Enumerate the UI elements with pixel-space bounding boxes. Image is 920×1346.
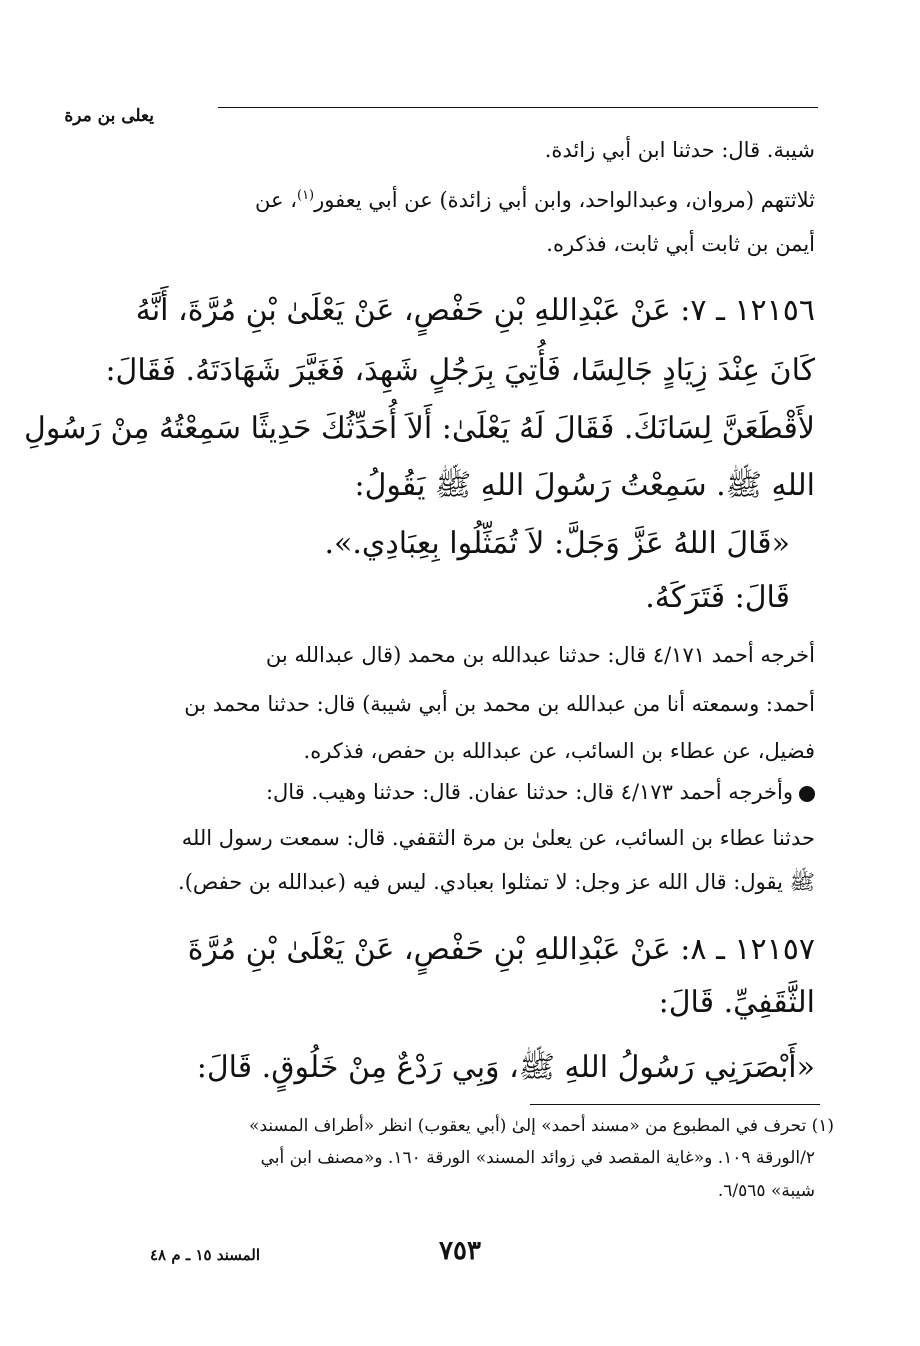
intro-line-2 <box>255 188 815 213</box>
takhrij-line-4 <box>266 780 815 805</box>
footnote-line-3: شيبة» ٦/٥٦٥. <box>717 1181 815 1201</box>
hadith-12156-line-5: «قَالَ اللهُ عَزَّ وَجَلَّ: لاَ تُمَثِّلُوا بِعِبَادِي.». <box>324 526 790 561</box>
intro-line-3: أيمن بن ثابت أبي ثابت، فذكره. <box>546 232 815 256</box>
hadith-12156-line-2: كَانَ عِنْدَ زِيَادٍ جَالِسًا، فَأُتِيَ بِرَجُلٍ شَهِدَ، فَغَيَّرَ شَهَادَتَهُ. فَقَالَ: <box>105 353 815 388</box>
hadith-12157-line-3: «أَبْصَرَنِي رَسُولُ اللهِ ﷺ، وَبِي رَدْعٌ مِنْ خَلُوقٍ. قَالَ: <box>196 1050 815 1085</box>
takhrij-line-4-text: وأخرجه أحمد ٤/١٧٣ قال: حدثنا عفان. قال: حدثنا وهيب. قال: <box>265 780 793 804</box>
takhrij-line-5: حدثنا عطاء بن السائب، عن يعلىٰ بن مرة الثقفي. قال: سمعت رسول الله <box>181 826 815 850</box>
footnote-line-2: ٢/الورقة ١٠٩. و«غاية المقصد في زوائد المسند» الورقة ١٦٠. و«مصنف ابن أبي <box>260 1148 815 1168</box>
takhrij-line-2: أحمد: وسمعته أنا من عبدالله بن محمد بن أبي شيبة) قال: حدثنا محمد بن <box>184 692 815 716</box>
running-title: يعلى بن مرة <box>64 106 154 126</box>
printer-signature: المسند ١٥ ـ م ٤٨ <box>150 1246 261 1264</box>
hadith-12157-line-1: ١٢١٥٧ ـ ٨: عَنْ عَبْدِاللهِ بْنِ حَفْصٍ، عَنْ يَعْلَىٰ بْنِ مُرَّةَ <box>187 932 815 967</box>
takhrij-line-3: فضيل، عن عطاء بن السائب، عن عبدالله بن حفص، فذكره. <box>303 739 815 763</box>
bullet-icon <box>799 786 815 802</box>
footnote-rule <box>530 1104 820 1105</box>
hadith-12156-line-4: اللهِ ﷺ. سَمِعْتُ رَسُولَ اللهِ ﷺ يَقُولُ: <box>354 468 815 503</box>
hadith-12157-line-2: الثَّقَفِيِّ. قَالَ: <box>658 985 815 1020</box>
footnote-ref: (١) <box>296 188 315 203</box>
page-number: ٧٥٣ <box>439 1236 481 1266</box>
takhrij-line-1: أخرجه أحمد ٤/١٧١ قال: حدثنا عبدالله بن محمد (قال عبدالله بن <box>265 643 815 667</box>
hadith-12156-line-1: ١٢١٥٦ ـ ٧: عَنْ عَبْدِاللهِ بْنِ حَفْصٍ، عَنْ يَعْلَىٰ بْنِ مُرَّةَ، أَنَّهُ <box>135 293 815 328</box>
intro-line-2-end: ، عن <box>255 188 297 212</box>
takhrij-line-6: ﷺ يقول: قال الله عز وجل: لا تمثلوا بعبادي. ليس فيه (عبدالله بن حفص). <box>178 870 815 894</box>
hadith-12156-line-6: قَالَ: فَتَرَكَهُ. <box>645 580 790 615</box>
footnote-line-1: (١) تحرف في المطبوع من «مسند أحمد» إلىٰ (أبي يعقوب) انظر «أطراف المسند» <box>249 1116 834 1136</box>
intro-line-1: شيبة. قال: حدثنا ابن أبي زائدة. <box>544 138 815 162</box>
header-rule <box>218 107 818 108</box>
intro-line-2-start: ثلاثتهم (مروان، وعبدالواحد، وابن أبي زائدة) عن أبي يعفور <box>314 188 815 212</box>
hadith-12156-line-3: لأَقْطَعَنَّ لِسَانَكَ. فَقَالَ لَهُ يَعْلَىٰ: أَلاَ أُحَدِّثُكَ حَدِيثًا سَمِعْتُهُ مِنْ رَسُولِ <box>24 411 815 446</box>
